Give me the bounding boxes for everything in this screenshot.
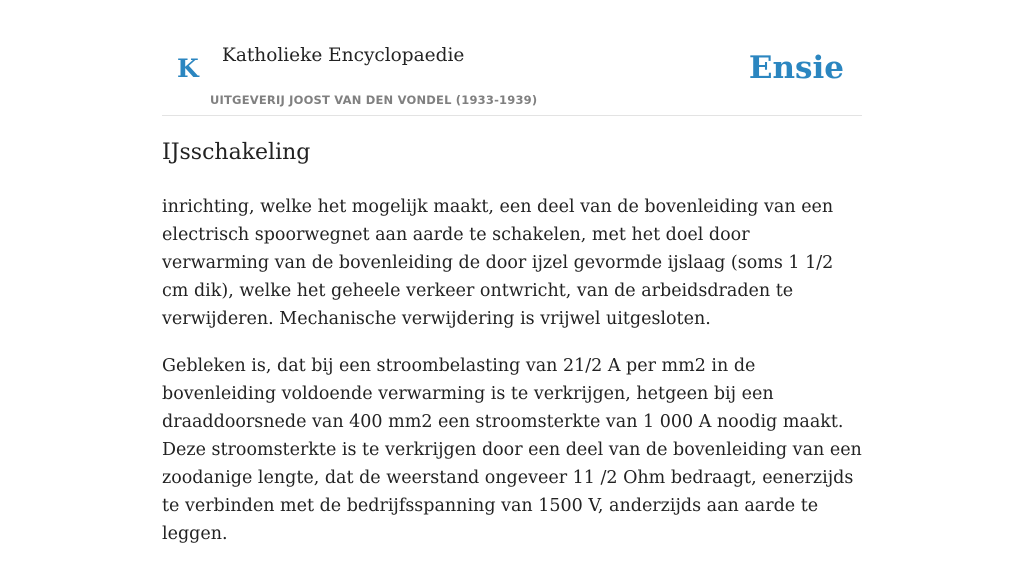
site-header bbox=[162, 30, 862, 116]
site-title[interactable]: Katholieke Encyclopaedie bbox=[222, 45, 465, 66]
publisher-label: UITGEVERIJ JOOST VAN DEN VONDEL (1933-1939) bbox=[210, 93, 538, 107]
brand-logo[interactable]: Ensie bbox=[748, 50, 844, 86]
site-logo[interactable]: K bbox=[177, 54, 199, 83]
article-title: IJsschakeling bbox=[162, 140, 311, 165]
article-paragraph: Gebleken is, dat bij een stroombelasting van 21/2 A per mm2 in de bovenleiding voldoende verwarming is te verkrijgen, hetgeen bij een draaddoorsnede van 400 mm2 een stroomsterkte van 1 000 A noodig maakt. Deze stroomsterkte is te verkrijgen door een deel van de bovenleiding van een zoodanige lengte, dat de weerstand ongeveer 11 /2 Ohm bedraagt, eenerzijds te verbinden met de bedrijfsspanning van 1500 V, anderzijds aan aarde te leggen. bbox=[162, 356, 862, 544]
article-body bbox=[162, 193, 862, 567]
article-paragraph: inrichting, welke het mogelijk maakt, een deel van de bovenleiding van een electrisch spoorwegnet aan aarde te schakelen, met het doel door verwarming van de bovenleiding de door ijzel gevormde ijslaag (soms 1 1/2 cm dik), welke het geheele verkeer ontwricht, van de arbeidsdraden te verwijderen. Mechanische verwijdering is vrijwel uitgesloten. bbox=[162, 197, 834, 329]
